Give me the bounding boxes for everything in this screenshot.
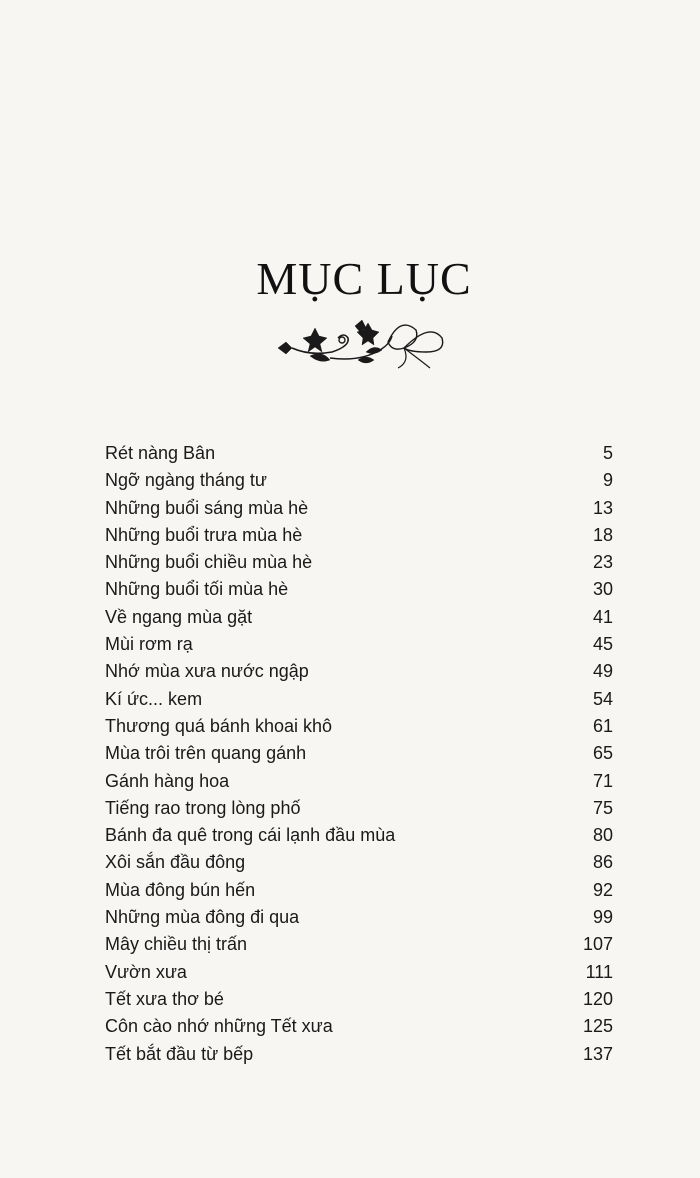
- toc-entry-title: Mây chiều thị trấn: [105, 934, 248, 955]
- toc-entry-title: Gánh hàng hoa: [105, 770, 230, 791]
- toc-entry-page: 65: [592, 743, 613, 764]
- toc-entry-page: 71: [592, 770, 613, 791]
- toc-entry: [105, 689, 613, 716]
- toc-entry-page: 49: [592, 661, 613, 682]
- toc-entry-title: Kí ức... kem: [105, 688, 203, 709]
- toc-entry-title: Tết xưa thơ bé: [105, 988, 224, 1009]
- toc-entry-title: Mùi rơm rạ: [105, 634, 193, 655]
- toc-entry: [105, 1044, 613, 1071]
- toc-entry: [105, 1016, 613, 1043]
- toc-entry-title: Về ngang mùa gặt: [105, 606, 253, 627]
- toc-entry-title: Những mùa đông đi qua: [105, 907, 300, 928]
- toc-entry-page: 5: [602, 443, 613, 463]
- toc-entry-page: 86: [592, 852, 613, 873]
- toc-entry-title: Ngỡ ngàng tháng tư: [105, 470, 267, 491]
- toc-entry: [105, 743, 613, 770]
- toc-entry-page: 99: [592, 907, 613, 928]
- toc-entry-page: 54: [592, 688, 613, 709]
- toc-entry-title: Mùa đông bún hến: [105, 879, 256, 900]
- toc-entry-page: 18: [592, 524, 613, 545]
- toc-entry-title: Thương quá bánh khoai khô: [105, 715, 333, 736]
- toc-entry-title: Xôi sắn đầu đông: [105, 852, 246, 873]
- toc-entry: [105, 825, 613, 852]
- toc-entry: [105, 661, 613, 688]
- toc-entry: [105, 934, 613, 961]
- toc-entry: [105, 525, 613, 552]
- toc-entry: [105, 962, 613, 989]
- toc-entry-page: 92: [592, 879, 613, 900]
- toc-entry-page: 13: [592, 497, 613, 518]
- toc-entry: [105, 443, 613, 470]
- page-title: MỤC LỤC: [256, 253, 472, 304]
- toc-entry-title: Mùa trôi trên quang gánh: [105, 743, 307, 764]
- toc-entry: [105, 852, 613, 879]
- toc-entry: [105, 552, 613, 579]
- floral-ornament-icon: [270, 312, 450, 372]
- toc-entry-page: 80: [592, 825, 613, 846]
- toc-entry: [105, 880, 613, 907]
- toc-entry-title: Tiếng rao trong lòng phố: [105, 797, 301, 818]
- toc-entry: [105, 907, 613, 934]
- toc-entry: [105, 798, 613, 825]
- toc-entry: [105, 470, 613, 497]
- toc-entry-page: 61: [592, 715, 613, 736]
- toc-entry-title: Vườn xưa: [105, 961, 187, 982]
- toc-entry-page: 9: [602, 470, 613, 491]
- toc-entry-page: 75: [592, 797, 613, 818]
- toc-entry: [105, 771, 613, 798]
- toc-entry-page: 120: [582, 988, 613, 1009]
- table-of-contents: [105, 443, 613, 1071]
- toc-entry: [105, 634, 613, 661]
- toc-entry: [105, 607, 613, 634]
- toc-entry-title: Những buổi chiều mùa hè: [105, 552, 313, 573]
- toc-entry-title: Những buổi trưa mùa hè: [105, 524, 303, 545]
- toc-entry: [105, 579, 613, 606]
- toc-entry-title: Bánh đa quê trong cái lạnh đầu mùa: [105, 825, 396, 846]
- toc-entry-title: Côn cào nhớ những Tết xưa: [105, 1016, 333, 1037]
- toc-entry-title: Tết bắt đầu từ bếp: [105, 1043, 254, 1064]
- toc-entry: [105, 498, 613, 525]
- toc-entry-page: 125: [582, 1016, 613, 1037]
- toc-entry-page: 45: [592, 634, 613, 655]
- toc-entry: [105, 716, 613, 743]
- toc-entry-page: 23: [592, 552, 613, 573]
- toc-entry-title: Nhớ mùa xưa nước ngập: [105, 661, 309, 682]
- toc-entry: [105, 989, 613, 1016]
- toc-entry-page: 30: [592, 579, 613, 600]
- toc-entry-title: Những buổi tối mùa hè: [105, 579, 289, 600]
- toc-entry-page: 137: [582, 1043, 613, 1064]
- toc-entry-title: Rét nàng Bân: [105, 443, 216, 463]
- toc-entry-title: Những buổi sáng mùa hè: [105, 497, 309, 518]
- toc-entry-page: 111: [585, 961, 613, 982]
- toc-entry-page: 107: [582, 934, 613, 955]
- toc-entry-page: 41: [592, 606, 613, 627]
